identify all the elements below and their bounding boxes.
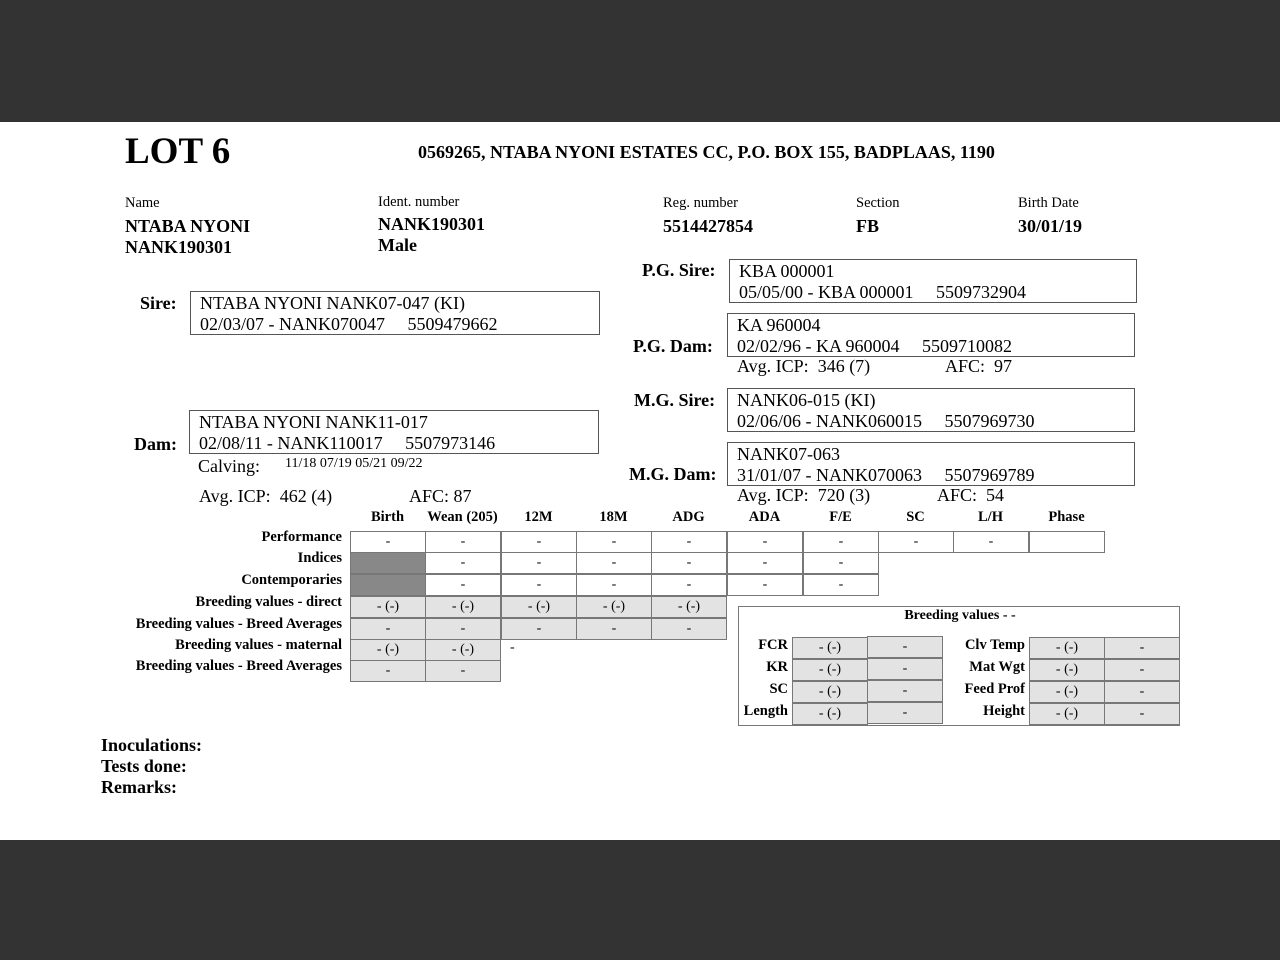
perf-row-label: Breeding values - direct	[195, 594, 342, 610]
animal-name-code: NANK190301	[125, 237, 232, 257]
dam-afc-label: AFC:	[409, 486, 450, 506]
pg-dam-label: P.G. Dam:	[633, 336, 713, 356]
mg-sire-line1: NANK06-015 (KI)	[737, 390, 876, 410]
sire-line2	[200, 314, 590, 335]
perf-col-header: F/E	[829, 509, 852, 525]
bv-left-value: - (-)	[792, 681, 868, 703]
mg-sire-label: M.G. Sire:	[634, 390, 716, 410]
perf-cell: -	[803, 552, 879, 574]
calving-label: Calving:	[198, 456, 260, 476]
bv-left-label: KR	[766, 659, 788, 675]
perf-cell: -	[501, 531, 577, 553]
pg-dam-icp-value: 346 (7)	[817, 356, 871, 376]
pg-sire-label: P.G. Sire:	[642, 260, 716, 280]
perf-col-header: L/H	[978, 509, 1003, 525]
mg-dam-icp-value: 720 (3)	[817, 485, 871, 505]
perf-col-header: Wean (205)	[427, 509, 498, 525]
perf-cell: - (-)	[350, 639, 426, 661]
pg-dam-icp	[737, 356, 870, 377]
perf-cell: -	[350, 618, 426, 640]
bv-left-value: - (-)	[792, 637, 868, 659]
bv-right-avg: -	[1104, 659, 1180, 681]
pg-dam-reg: 5509710082	[922, 336, 1013, 356]
perf-cell: - (-)	[350, 596, 426, 618]
perf-col-header: Phase	[1048, 509, 1085, 525]
sex: Male	[378, 235, 417, 255]
birth-label: Birth Date	[1018, 195, 1079, 211]
perf-extra-value: -	[510, 640, 515, 655]
mg-dam-line2	[737, 465, 1125, 486]
sire-birth-id: 02/03/07 - NANK070047	[200, 314, 385, 334]
perf-row-label: Breeding values - Breed Averages	[135, 616, 342, 632]
animal-name: NTABA NYONI	[125, 216, 251, 236]
sire-box	[190, 291, 600, 335]
perf-cell: -	[953, 531, 1029, 553]
calving-dates: 11/18 07/19 05/21 09/22	[285, 456, 423, 471]
perf-cell: -	[425, 618, 501, 640]
mg-dam-icp	[737, 485, 870, 506]
pg-dam-line1: KA 960004	[737, 315, 821, 335]
mg-sire-birth-id: 02/06/06 - NANK060015	[737, 411, 922, 431]
lot-sheet	[0, 122, 1280, 840]
tests-label: Tests done:	[101, 756, 187, 776]
perf-col-header: SC	[906, 509, 925, 525]
pg-dam-box	[727, 313, 1135, 357]
dam-reg: 5507973146	[405, 433, 496, 453]
perf-cell: -	[727, 531, 803, 553]
perf-cell: -	[350, 531, 426, 553]
bv-right-value: - (-)	[1029, 637, 1105, 659]
bv-left-label: SC	[769, 681, 788, 697]
remarks-label: Remarks:	[101, 777, 177, 797]
pg-dam-icp-label: Avg. ICP:	[737, 356, 809, 376]
bv-right-value: - (-)	[1029, 681, 1105, 703]
perf-cell: -	[425, 660, 501, 682]
bv-left-avg: -	[867, 658, 943, 680]
bv-left-avg: -	[867, 636, 943, 658]
sire-label: Sire:	[140, 293, 177, 313]
mg-dam-afc-value: 54	[986, 485, 1005, 505]
perf-cell: -	[501, 574, 577, 596]
bv-right-label: Clv Temp	[964, 637, 1025, 653]
mg-dam-reg: 5507969789	[944, 465, 1035, 485]
mg-dam-label: M.G. Dam:	[629, 464, 717, 484]
reg-label: Reg. number	[663, 195, 738, 211]
perf-cell: -	[803, 531, 879, 553]
bv-right-label: Mat Wgt	[969, 659, 1025, 675]
perf-cell: -	[576, 552, 652, 574]
perf-cell: -	[425, 574, 501, 596]
perf-row-label: Contemporaries	[241, 572, 342, 588]
perf-col-header: ADG	[672, 509, 705, 525]
dam-icp-value: 462 (4)	[279, 486, 333, 506]
perf-row-label: Breeding values - maternal	[175, 637, 342, 653]
bv-right-value: - (-)	[1029, 703, 1105, 725]
bv-right-avg: -	[1104, 637, 1180, 659]
dam-icp	[199, 486, 332, 507]
reg-number: 5514427854	[663, 216, 753, 236]
bv-left-label: Length	[743, 703, 788, 719]
perf-cell: - (-)	[425, 596, 501, 618]
perf-row-label: Performance	[261, 529, 342, 545]
mg-dam-afc	[937, 485, 1004, 506]
perf-row-label: Breeding values - Breed Averages	[135, 658, 342, 674]
mg-sire-reg: 5507969730	[944, 411, 1035, 431]
pg-dam-afc-value: 97	[994, 356, 1013, 376]
bv-left-avg: -	[867, 680, 943, 702]
perf-cell: -	[651, 574, 727, 596]
perf-cell: - (-)	[425, 639, 501, 661]
perf-cell: -	[651, 618, 727, 640]
perf-cell: -	[727, 552, 803, 574]
pg-sire-birth-id: 05/05/00 - KBA 000001	[739, 282, 914, 302]
pg-dam-birth-id: 02/02/96 - KA 960004	[737, 336, 900, 356]
pg-sire-line1: KBA 000001	[739, 261, 835, 281]
mg-dam-line1: NANK07-063	[737, 444, 840, 464]
lot-title: LOT 6	[125, 131, 231, 172]
perf-cell: -	[576, 618, 652, 640]
perf-cell: -	[576, 574, 652, 596]
name-label: Name	[125, 195, 160, 211]
perf-cell	[350, 552, 426, 574]
mg-dam-birth-id: 31/01/07 - NANK070063	[737, 465, 922, 485]
dam-icp-label: Avg. ICP:	[199, 486, 271, 506]
pg-dam-afc	[945, 356, 1012, 377]
pg-sire-reg: 5509732904	[936, 282, 1027, 302]
bv-left-value: - (-)	[792, 703, 868, 725]
dam-line1: NTABA NYONI NANK11-017	[199, 412, 428, 432]
section-label: Section	[856, 195, 900, 211]
bv-box-title: Breeding values - -	[904, 608, 1016, 623]
mg-dam-afc-label: AFC:	[937, 485, 978, 505]
dam-birth-id: 02/08/11 - NANK110017	[199, 433, 383, 453]
pg-dam-line2	[737, 336, 1125, 357]
perf-cell: - (-)	[651, 596, 727, 618]
perf-cell: -	[727, 574, 803, 596]
sire-line1: NTABA NYONI NANK07-047 (KI)	[200, 293, 466, 313]
bv-right-avg: -	[1104, 703, 1180, 725]
perf-cell: -	[803, 574, 879, 596]
mg-sire-line2	[737, 411, 1125, 432]
perf-col-header: Birth	[370, 509, 405, 525]
perf-cell: -	[651, 531, 727, 553]
perf-cell: -	[501, 618, 577, 640]
pg-dam-afc-label: AFC:	[945, 356, 986, 376]
pg-sire-line2	[739, 282, 1127, 303]
perf-cell: - (-)	[576, 596, 652, 618]
perf-cell: -	[576, 531, 652, 553]
birth-date: 30/01/19	[1018, 216, 1083, 236]
bv-left-value: - (-)	[792, 659, 868, 681]
bv-left-avg: -	[867, 702, 943, 724]
bv-left-label: FCR	[758, 637, 788, 653]
perf-col-header: 18M	[599, 509, 628, 525]
perf-cell: -	[501, 552, 577, 574]
dam-afc	[409, 486, 472, 507]
perf-cell	[1029, 531, 1105, 553]
perf-cell: - (-)	[501, 596, 577, 618]
bv-right-avg: -	[1104, 681, 1180, 703]
mg-dam-icp-label: Avg. ICP:	[737, 485, 809, 505]
perf-cell: -	[651, 552, 727, 574]
bv-right-value: - (-)	[1029, 659, 1105, 681]
dam-box	[189, 410, 599, 454]
perf-cell: -	[425, 531, 501, 553]
perf-cell: -	[878, 531, 954, 553]
owner-line: 0569265, NTABA NYONI ESTATES CC, P.O. BOX 155, BADPLAAS, 1190	[418, 142, 995, 162]
sire-reg: 5509479662	[407, 314, 498, 334]
perf-col-header: 12M	[524, 509, 553, 525]
dam-line2	[199, 433, 589, 454]
perf-col-header: ADA	[748, 509, 781, 525]
bv-right-label: Height	[983, 703, 1025, 719]
dam-label: Dam:	[134, 434, 177, 454]
section-value: FB	[856, 216, 880, 236]
perf-cell	[350, 574, 426, 596]
bv-right-label: Feed Prof	[964, 681, 1025, 697]
mg-dam-box	[727, 442, 1135, 486]
dam-afc-value: 87	[453, 486, 472, 506]
perf-row-label: Indices	[297, 550, 342, 566]
perf-cell: -	[425, 552, 501, 574]
pg-sire-box	[729, 259, 1137, 303]
inoculations-label: Inoculations:	[101, 735, 203, 755]
ident-label: Ident. number	[378, 194, 460, 210]
perf-cell: -	[350, 660, 426, 682]
ident-number: NANK190301	[378, 214, 485, 234]
mg-sire-box	[727, 388, 1135, 432]
